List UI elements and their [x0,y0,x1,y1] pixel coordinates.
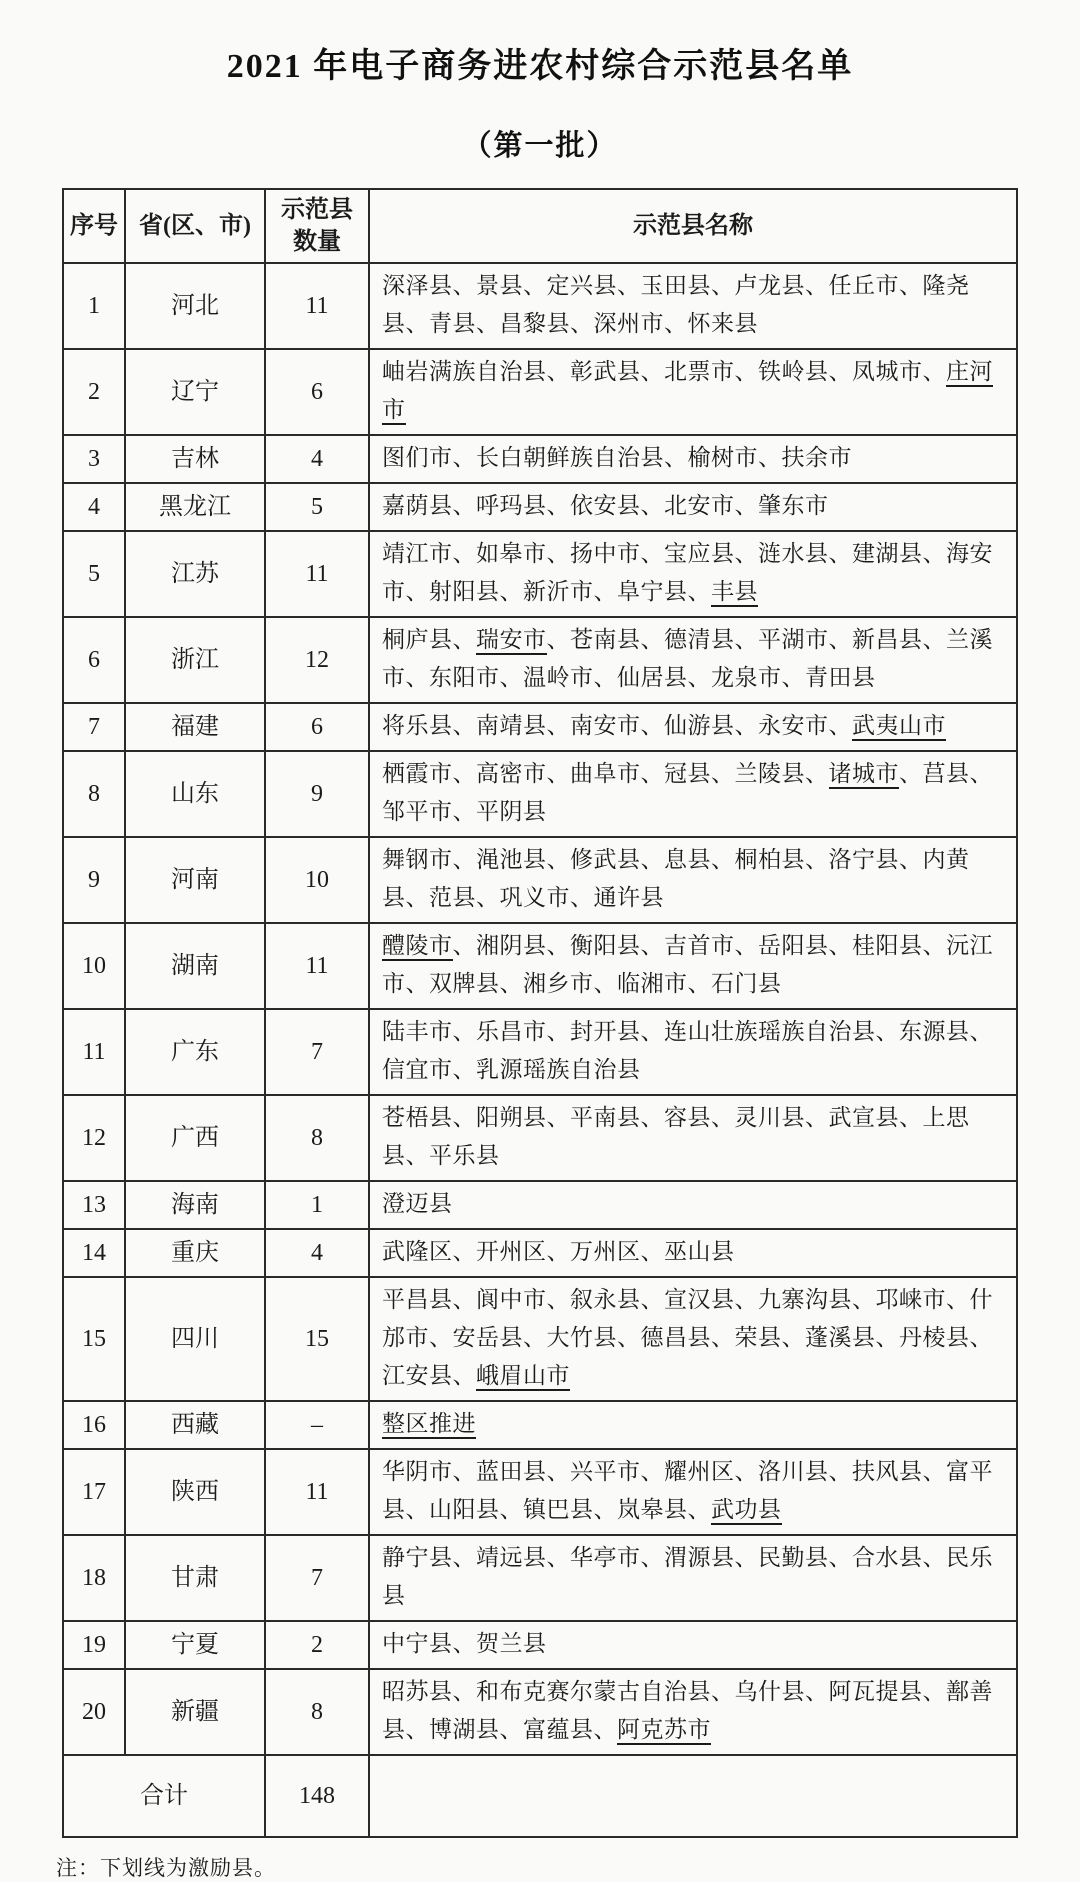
county-name: 陆丰市 [382,1019,453,1044]
row-county-names: 昭苏县、和布克赛尔蒙古自治县、乌什县、阿瓦提县、鄯善县、博湖县、富蕴县、阿克苏市 [369,1669,1017,1755]
county-name: 景县 [476,273,523,298]
table-row [63,349,1017,435]
county-name: 开州区 [476,1239,547,1264]
row-province: 河南 [125,837,265,923]
total-names-empty [369,1755,1017,1837]
county-name: 巫山县 [664,1239,735,1264]
row-count: 6 [265,703,369,751]
county-name: 图们市 [382,445,453,470]
county-name-incentive: 瑞安市 [476,627,547,655]
county-name: 修武县 [570,847,641,872]
header-province: 省(区、市) [125,189,265,263]
header-names: 示范县名称 [369,189,1017,263]
row-index: 17 [63,1449,125,1535]
row-county-names: 桐庐县、瑞安市、苍南县、德清县、平湖市、新昌县、兰溪市、东阳市、温岭市、仙居县、龙泉市、青田县 [369,617,1017,703]
table-row [63,1181,1017,1229]
county-name: 富蕴县 [523,1717,594,1742]
county-name: 耀州区 [664,1459,735,1484]
county-name: 栖霞市 [382,761,453,786]
county-name: 舞钢市 [382,847,453,872]
header-count [265,189,369,263]
county-name: 阳朔县 [476,1105,547,1130]
county-name: 铁岭县 [758,359,829,384]
county-name-incentive: 武夷山市 [852,713,946,741]
county-name-incentive: 庄河市 [382,359,993,425]
county-name: 民勤县 [758,1545,829,1570]
county-name: 和布克赛尔蒙古自治县 [476,1679,711,1704]
county-name: 息县 [664,847,711,872]
county-name: 叙永县 [570,1287,641,1312]
county-name: 肇东市 [758,493,829,518]
county-name: 丹棱县 [899,1325,970,1350]
county-name: 莒县 [922,761,970,786]
county-name: 青县 [429,311,476,336]
row-province: 西藏 [125,1401,265,1449]
county-name: 平湖市 [758,627,829,652]
row-index: 10 [63,923,125,1009]
table-row [63,1401,1017,1449]
demonstration-county-table [62,188,1018,1838]
county-name: 将乐县 [382,713,453,738]
county-name: 华阴市 [382,1459,453,1484]
county-name: 阿瓦提县 [828,1679,923,1704]
county-name: 扶风县 [852,1459,923,1484]
county-name: 仙居县 [617,665,688,690]
county-name: 海安市 [382,541,993,604]
row-index: 9 [63,837,125,923]
row-county-names: 静宁县、靖远县、华亭市、渭源县、民勤县、合水县、民乐县 [369,1535,1017,1621]
county-name: 兰溪市 [382,627,993,690]
row-index: 14 [63,1229,125,1277]
county-name: 博湖县 [429,1717,500,1742]
county-name: 渭源县 [664,1545,735,1570]
county-name: 鄯善县 [382,1679,993,1742]
row-count: 8 [265,1095,369,1181]
row-county-names: 陆丰市、乐昌市、封开县、连山壮族瑶族自治县、东源县、信宜市、乳源瑶族自治县 [369,1009,1017,1095]
county-name: 新昌县 [852,627,923,652]
county-name: 民乐县 [382,1545,993,1608]
row-county-names: 深泽县、景县、定兴县、玉田县、卢龙县、任丘市、隆尧县、青县、昌黎县、深州市、怀来县 [369,263,1017,349]
county-name: 卢龙县 [734,273,805,298]
county-name: 高密市 [476,761,547,786]
county-name: 南靖县 [476,713,547,738]
county-name: 阜宁县 [617,579,688,604]
county-name: 范县 [429,885,476,910]
row-index: 19 [63,1621,125,1669]
table-row [63,1277,1017,1401]
county-name: 桐柏县 [734,847,805,872]
county-name: 仙游县 [664,713,735,738]
county-name: 隆尧县 [382,273,970,336]
county-name: 平昌县 [382,1287,453,1312]
county-name: 长白朝鲜族自治县 [476,445,664,470]
table-row [63,531,1017,617]
county-name-incentive: 峨眉山市 [476,1363,570,1391]
county-name: 乌什县 [734,1679,805,1704]
row-province: 新疆 [125,1669,265,1755]
county-name: 深州市 [593,311,664,336]
row-county-names: 将乐县、南靖县、南安市、仙游县、永安市、武夷山市 [369,703,1017,751]
county-name: 容县 [664,1105,711,1130]
row-index: 16 [63,1401,125,1449]
row-province: 黑龙江 [125,483,265,531]
county-name: 北票市 [664,359,735,384]
row-count: 7 [265,1535,369,1621]
county-name: 临湘市 [617,971,688,996]
table-row [63,1009,1017,1095]
total-row [63,1755,1017,1837]
county-name: 吉首市 [664,933,735,958]
row-province: 江苏 [125,531,265,617]
county-name: 射阳县 [429,579,500,604]
county-name: 岳阳县 [758,933,829,958]
county-name: 九寨沟县 [758,1287,852,1312]
county-name: 榆树市 [687,445,758,470]
row-province: 宁夏 [125,1621,265,1669]
table-row [63,263,1017,349]
row-index: 13 [63,1181,125,1229]
county-name: 洛川县 [758,1459,829,1484]
row-province: 海南 [125,1181,265,1229]
row-count: 11 [265,263,369,349]
county-name: 合水县 [852,1545,923,1570]
table-body [63,263,1017,1755]
county-name: 曲阜市 [570,761,641,786]
county-name: 乳源瑶族自治县 [476,1057,641,1082]
footnote: 注：下划线为激励县。 [56,1856,276,1880]
total-count: 148 [265,1755,369,1837]
table-footer [63,1755,1017,1837]
row-index: 3 [63,435,125,483]
row-county-names: 嘉荫县、呼玛县、依安县、北安市、肇东市 [369,483,1017,531]
row-province: 广西 [125,1095,265,1181]
county-name: 安岳县 [452,1325,523,1350]
row-count: 10 [265,837,369,923]
row-count: 12 [265,617,369,703]
county-name: 任丘市 [828,273,899,298]
row-province: 四川 [125,1277,265,1401]
row-province: 陕西 [125,1449,265,1535]
county-name: 岚皋县 [617,1497,688,1522]
county-name: 内黄县 [382,847,970,910]
table-row [63,751,1017,837]
county-name: 平南县 [570,1105,641,1130]
county-name: 蓬溪县 [805,1325,876,1350]
county-name: 北安市 [664,493,735,518]
county-name: 什邡市 [382,1287,993,1350]
row-count: 8 [265,1669,369,1755]
county-name: 武隆区 [382,1239,453,1264]
county-name: 信宜市 [382,1057,453,1082]
county-name: 兴平市 [570,1459,641,1484]
county-name: 大竹县 [546,1325,617,1350]
row-index: 5 [63,531,125,617]
county-name: 定兴县 [546,273,617,298]
row-province: 甘肃 [125,1535,265,1621]
table-row [63,923,1017,1009]
county-name: 镇巴县 [523,1497,594,1522]
row-province: 吉林 [125,435,265,483]
county-name: 邹平市 [382,799,453,824]
table-row [63,435,1017,483]
county-name: 德清县 [664,627,735,652]
county-name: 邛崃市 [875,1287,946,1312]
county-name: 荣县 [734,1325,782,1350]
county-name: 苍梧县 [382,1105,453,1130]
county-name: 依安县 [570,493,641,518]
county-name: 东阳市 [429,665,500,690]
row-province: 浙江 [125,617,265,703]
county-name: 宣汉县 [664,1287,735,1312]
county-name: 德昌县 [640,1325,711,1350]
table-row [63,483,1017,531]
county-name: 平乐县 [429,1143,500,1168]
page-subtitle: （第一批） [462,130,618,162]
county-name: 衡阳县 [570,933,641,958]
row-index: 4 [63,483,125,531]
county-name: 如皋市 [476,541,547,566]
row-index: 15 [63,1277,125,1401]
county-name: 静宁县 [382,1545,453,1570]
row-province: 河北 [125,263,265,349]
county-name: 南安市 [570,713,641,738]
row-index: 12 [63,1095,125,1181]
county-name: 深泽县 [382,273,453,298]
county-name-incentive: 武功县 [711,1497,782,1525]
table-row [63,1229,1017,1277]
county-name: 巩义市 [499,885,570,910]
county-name: 兰陵县 [734,761,805,786]
row-count: – [265,1401,369,1449]
county-name: 靖江市 [382,541,453,566]
county-name: 呼玛县 [476,493,547,518]
header-row [63,189,1017,263]
row-province: 重庆 [125,1229,265,1277]
county-name: 沅江市 [382,933,993,996]
row-index: 6 [63,617,125,703]
county-name: 温岭市 [523,665,594,690]
county-name: 青田县 [805,665,876,690]
county-name: 龙泉市 [711,665,782,690]
row-index: 2 [63,349,125,435]
header-count-line1: 示范县 [281,197,353,223]
county-name-incentive: 醴陵市 [382,933,453,961]
county-name: 蓝田县 [476,1459,547,1484]
county-name: 彰武县 [570,359,641,384]
row-province: 福建 [125,703,265,751]
row-count: 15 [265,1277,369,1401]
county-name: 新沂市 [523,579,594,604]
row-province: 山东 [125,751,265,837]
row-province: 辽宁 [125,349,265,435]
page-title: 2021 年电子商务进农村综合示范县名单 [226,48,854,85]
row-count: 9 [265,751,369,837]
county-name: 桂阳县 [852,933,923,958]
county-name: 东源县 [899,1019,970,1044]
table-header [63,189,1017,263]
table-row [63,1449,1017,1535]
county-name: 冠县 [664,761,711,786]
row-count: 11 [265,1449,369,1535]
county-name: 扬中市 [570,541,641,566]
table-row [63,617,1017,703]
county-name: 灵川县 [734,1105,805,1130]
row-index: 18 [63,1535,125,1621]
row-county-names: 苍梧县、阳朔县、平南县、容县、灵川县、武宣县、上思县、平乐县 [369,1095,1017,1181]
county-name-incentive: 诸城市 [829,761,900,789]
row-index: 7 [63,703,125,751]
county-name: 乐昌市 [476,1019,547,1044]
table-row [63,837,1017,923]
row-count: 4 [265,1229,369,1277]
row-count: 2 [265,1621,369,1669]
row-county-names: 舞钢市、渑池县、修武县、息县、桐柏县、洛宁县、内黄县、范县、巩义市、通许县 [369,837,1017,923]
county-name: 上思县 [382,1105,970,1168]
county-name: 华亭市 [570,1545,641,1570]
table-row [63,1621,1017,1669]
county-name: 湘乡市 [523,971,594,996]
row-index: 11 [63,1009,125,1095]
row-county-names: 栖霞市、高密市、曲阜市、冠县、兰陵县、诸城市、莒县、邹平市、平阴县 [369,751,1017,837]
county-name: 武宣县 [828,1105,899,1130]
county-name: 玉田县 [640,273,711,298]
row-count: 1 [265,1181,369,1229]
county-name: 涟水县 [758,541,829,566]
county-name: 怀来县 [687,311,758,336]
county-name: 中宁县 [382,1631,453,1656]
row-count: 11 [265,531,369,617]
county-name: 封开县 [570,1019,641,1044]
county-name: 湘阴县 [476,933,547,958]
header-count-line2: 数量 [293,229,341,255]
county-name: 建湖县 [852,541,923,566]
county-name: 澄迈县 [382,1191,453,1216]
county-name: 通许县 [593,885,664,910]
row-county-names: 图们市、长白朝鲜族自治县、榆树市、扶余市 [369,435,1017,483]
county-name: 昌黎县 [499,311,570,336]
county-name: 山阳县 [429,1497,500,1522]
county-name: 万州区 [570,1239,641,1264]
county-name: 靖远县 [476,1545,547,1570]
row-county-names: 中宁县、贺兰县 [369,1621,1017,1669]
county-name: 桐庐县 [382,627,453,652]
county-name: 凤城市 [852,359,923,384]
row-index: 1 [63,263,125,349]
row-count: 6 [265,349,369,435]
table-row [63,1535,1017,1621]
row-county-names: 华阴市、蓝田县、兴平市、耀州区、洛川县、扶风县、富平县、山阳县、镇巴县、岚皋县、武功县 [369,1449,1017,1535]
table-row [63,1095,1017,1181]
county-name: 江安县 [382,1363,453,1388]
row-province: 湖南 [125,923,265,1009]
county-name-incentive: 整区推进 [382,1411,476,1439]
county-name: 双牌县 [429,971,500,996]
row-province: 广东 [125,1009,265,1095]
table-row [63,1669,1017,1755]
row-index: 20 [63,1669,125,1755]
row-count: 4 [265,435,369,483]
county-name: 岫岩满族自治县 [382,359,547,384]
table-row [63,703,1017,751]
row-count: 11 [265,923,369,1009]
row-index: 8 [63,751,125,837]
row-county-names [369,1181,1017,1229]
row-county-names: 醴陵市、湘阴县、衡阳县、吉首市、岳阳县、桂阳县、沅江市、双牌县、湘乡市、临湘市、石门县 [369,923,1017,1009]
row-county-names [369,1401,1017,1449]
county-name: 连山壮族瑶族自治县 [664,1019,876,1044]
row-county-names: 岫岩满族自治县、彰武县、北票市、铁岭县、凤城市、庄河市 [369,349,1017,435]
county-name: 阆中市 [476,1287,547,1312]
county-name: 洛宁县 [828,847,899,872]
county-name: 富平县 [382,1459,993,1522]
row-count: 5 [265,483,369,531]
row-county-names: 靖江市、如皋市、扬中市、宝应县、涟水县、建湖县、海安市、射阳县、新沂市、阜宁县、丰县 [369,531,1017,617]
county-name: 渑池县 [476,847,547,872]
row-county-names: 平昌县、阆中市、叙永县、宣汉县、九寨沟县、邛崃市、什邡市、安岳县、大竹县、德昌县、荣县、蓬溪县、丹棱县、江安县、峨眉山市 [369,1277,1017,1401]
county-name: 扶余市 [781,445,852,470]
row-count: 7 [265,1009,369,1095]
county-name: 石门县 [711,971,782,996]
total-label: 合计 [63,1755,265,1837]
county-name: 宝应县 [664,541,735,566]
county-name-incentive: 阿克苏市 [617,1717,711,1745]
county-name-incentive: 丰县 [711,579,758,607]
county-name: 苍南县 [570,627,641,652]
county-name: 嘉荫县 [382,493,453,518]
county-name: 昭苏县 [382,1679,453,1704]
row-county-names: 武隆区、开州区、万州区、巫山县 [369,1229,1017,1277]
county-name: 贺兰县 [476,1631,547,1656]
county-name: 平阴县 [476,799,547,824]
header-index: 序号 [63,189,125,263]
county-name: 永安市 [758,713,829,738]
